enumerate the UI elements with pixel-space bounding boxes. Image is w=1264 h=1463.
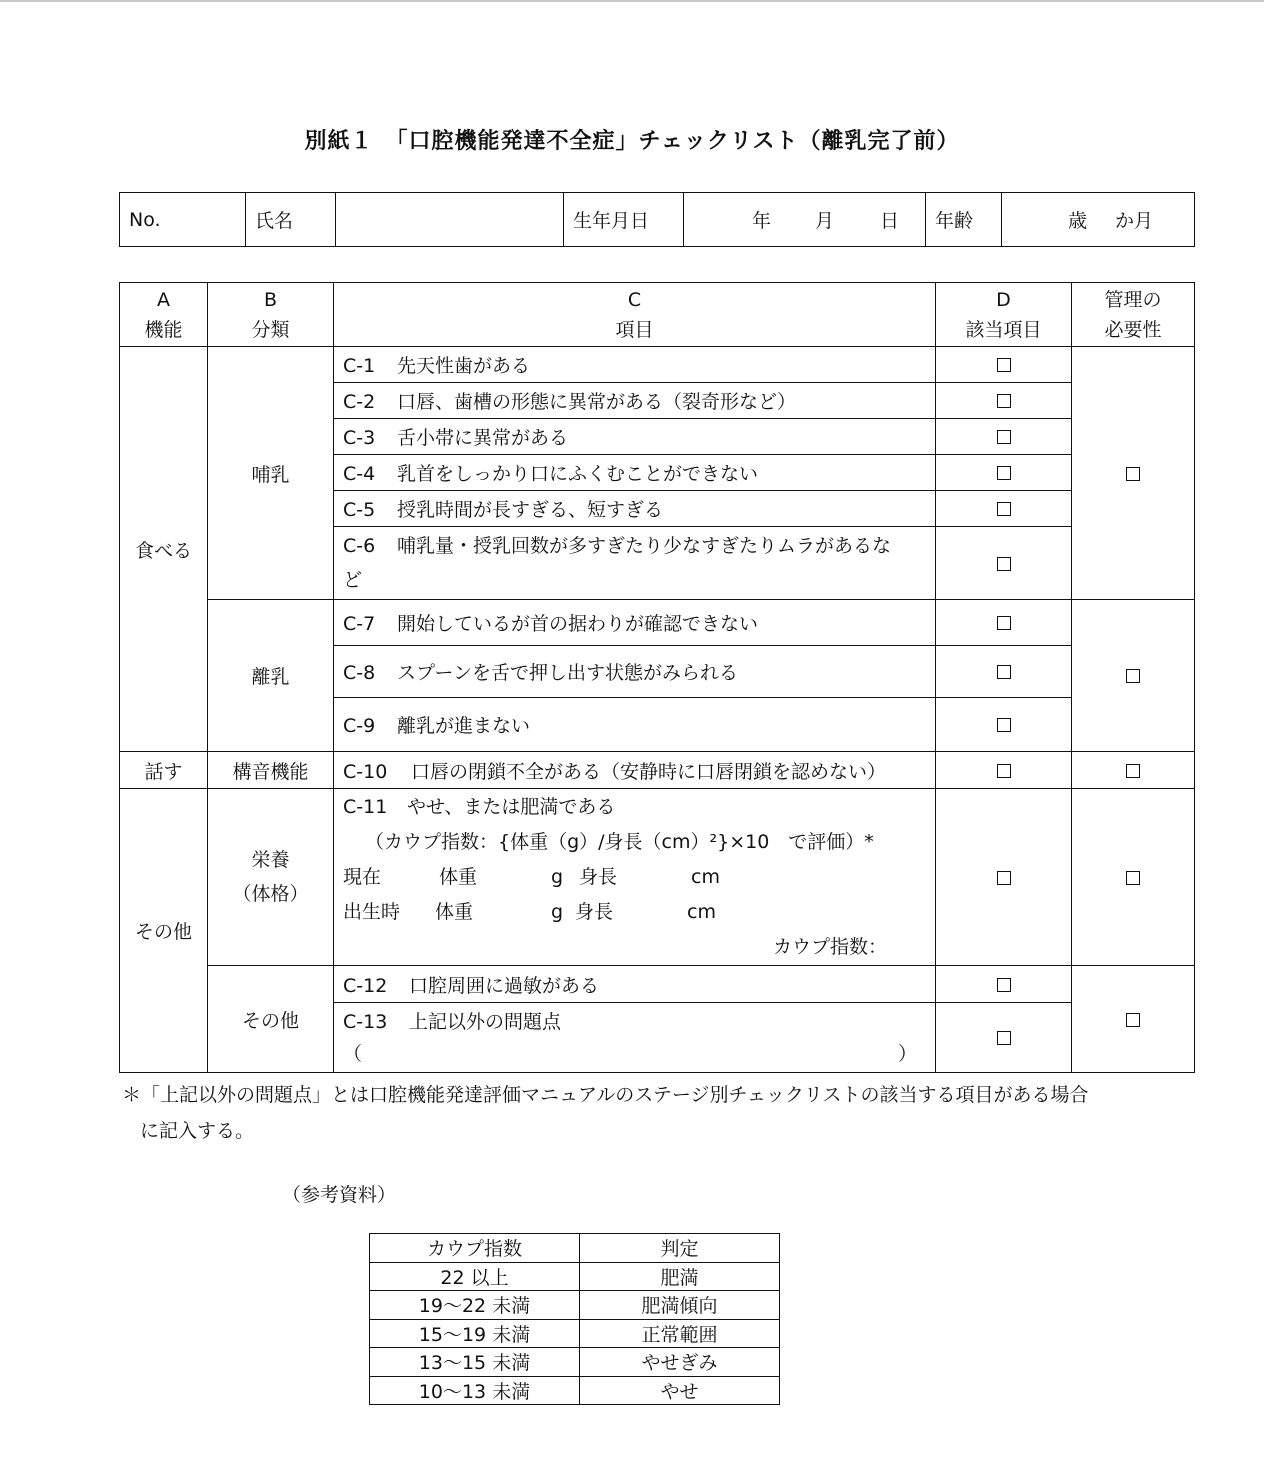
- kaup-header-judgement: 判定: [580, 1234, 780, 1263]
- checklist-table: [119, 282, 1195, 1073]
- checkbox-c8[interactable]: [936, 646, 1072, 698]
- item-c2: C-2 口唇、歯槽の形態に異常がある（裂奇形など）: [334, 383, 936, 419]
- footnote-line-1: ＊「上記以外の問題点」とは口腔機能発達評価マニュアルのステージ別チェックリストの該当する項目がある場合: [122, 1084, 1089, 1106]
- header-a: A 機能: [120, 283, 208, 347]
- category-other: その他: [208, 966, 334, 1073]
- kaup-row-range: 19～22 未満: [370, 1291, 580, 1320]
- top-border: [0, 0, 1264, 2]
- checkbox-c1[interactable]: [936, 347, 1072, 383]
- kaup-row-judgement: 肥満傾向: [580, 1291, 780, 1320]
- patient-info-table: [119, 192, 1195, 247]
- kaup-header-index: カウプ指数: [370, 1234, 580, 1263]
- item-c11: C-11 やせ、または肥満である （カウプ指数：{体重（g）/身長（cm）²}×10 で評価）* 現在 体重 g 身長 cm 出生時 体重 g 身長 cm カウプ指数：: [334, 789, 936, 966]
- checkbox-c5[interactable]: [936, 491, 1072, 527]
- checkbox-c13[interactable]: [936, 1003, 1072, 1073]
- no-label: No.: [120, 193, 246, 247]
- kaup-result-label: カウプ指数：: [772, 935, 887, 958]
- age-months: か月: [1115, 210, 1154, 232]
- checkbox-c11[interactable]: [936, 789, 1072, 966]
- kaup-formula: （カウプ指数：{体重（g）/身長（cm）²}×10 で評価）*: [365, 830, 874, 853]
- page-title: 別紙１ 「口腔機能発達不全症」チェックリスト（離乳完了前）: [304, 129, 960, 154]
- item-c6: C-6 哺乳量・授乳回数が多すぎたり少なすぎたりムラがあるな ど: [334, 527, 936, 600]
- item-c1: C-1 先天性歯がある: [334, 347, 936, 383]
- checkbox-c9[interactable]: [936, 698, 1072, 752]
- age-years: 歳: [1068, 210, 1088, 232]
- category-suckle: 哺乳: [208, 347, 334, 600]
- reference-label: （参考資料）: [282, 1184, 397, 1206]
- need-checkbox-suckle[interactable]: [1072, 347, 1195, 600]
- free-text-close: ）: [897, 1042, 917, 1065]
- kaup-row-range: 13～15 未満: [370, 1348, 580, 1377]
- need-checkbox-nutrition[interactable]: [1072, 789, 1195, 966]
- need-checkbox-wean[interactable]: [1072, 600, 1195, 752]
- function-speak: 話す: [120, 752, 208, 789]
- checkbox-c4[interactable]: [936, 455, 1072, 491]
- checkbox-c7[interactable]: [936, 600, 1072, 646]
- current-measure: 現在 体重 g 身長 cm: [343, 865, 720, 888]
- birth-measure: 出生時 体重 g 身長 cm: [343, 900, 716, 923]
- item-c4: C-4 乳首をしっかり口にふくむことができない: [334, 455, 936, 491]
- kaup-row-range: 22 以上: [370, 1262, 580, 1291]
- item-c3: C-3 舌小帯に異常がある: [334, 419, 936, 455]
- dob-field[interactable]: [684, 193, 926, 247]
- name-field[interactable]: [336, 193, 564, 247]
- checkbox-c3[interactable]: [936, 419, 1072, 455]
- item-c8: C-8 スプーンを舌で押し出す状態がみられる: [334, 646, 936, 698]
- item-c5: C-5 授乳時間が長すぎる、短すぎる: [334, 491, 936, 527]
- header-c: C 項目: [334, 283, 936, 347]
- free-text-open: （: [343, 1042, 363, 1065]
- item-c13: C-13 上記以外の問題点 （ ）: [334, 1003, 936, 1073]
- kaup-index-table: [369, 1233, 780, 1405]
- checkbox-c10[interactable]: [936, 752, 1072, 789]
- item-c10: C-10 口唇の閉鎖不全がある（安静時に口唇閉鎖を認めない）: [334, 752, 936, 789]
- function-other: その他: [120, 789, 208, 1073]
- category-nutrition: 栄養 （体格）: [208, 789, 334, 966]
- kaup-row-judgement: やせぎみ: [580, 1348, 780, 1377]
- header-e: 管理の 必要性: [1072, 283, 1195, 347]
- dob-label: 生年月日: [564, 193, 684, 247]
- kaup-row-judgement: やせ: [580, 1376, 780, 1405]
- kaup-row-range: 15～19 未満: [370, 1319, 580, 1348]
- need-checkbox-speak[interactable]: [1072, 752, 1195, 789]
- age-label: 年齢: [926, 193, 1002, 247]
- item-c7: C-7 開始しているが首の据わりが確認できない: [334, 600, 936, 646]
- category-articulation: 構音機能: [208, 752, 334, 789]
- footnote-line-2: に記入する。: [140, 1120, 255, 1142]
- kaup-row-judgement: 正常範囲: [580, 1319, 780, 1348]
- kaup-row-range: 10～13 未満: [370, 1376, 580, 1405]
- header-b: B 分類: [208, 283, 334, 347]
- header-d: D 該当項目: [936, 283, 1072, 347]
- age-field[interactable]: [1002, 193, 1195, 247]
- dob-year: 年: [752, 210, 772, 232]
- need-checkbox-other[interactable]: [1072, 966, 1195, 1073]
- category-wean: 離乳: [208, 600, 334, 752]
- dob-month: 月: [815, 210, 835, 232]
- checkbox-c6[interactable]: [936, 527, 1072, 600]
- checkbox-c12[interactable]: [936, 966, 1072, 1003]
- item-c9: C-9 離乳が進まない: [334, 698, 936, 752]
- name-label: 氏名: [246, 193, 336, 247]
- item-c12: C-12 口腔周囲に過敏がある: [334, 966, 936, 1003]
- function-eat: 食べる: [120, 347, 208, 752]
- checkbox-c2[interactable]: [936, 383, 1072, 419]
- dob-day: 日: [880, 210, 900, 232]
- kaup-row-judgement: 肥満: [580, 1262, 780, 1291]
